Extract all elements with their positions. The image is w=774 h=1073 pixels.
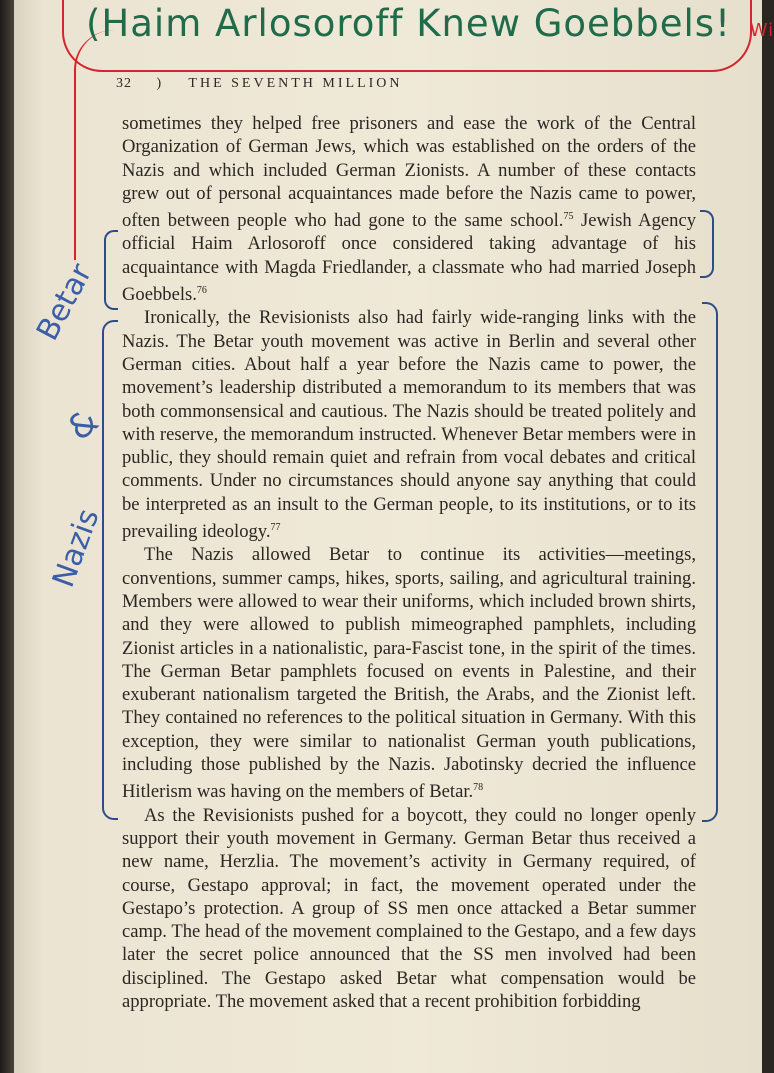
page-number: 32 <box>116 76 132 91</box>
margin-note-nazis: Nazis <box>46 504 107 592</box>
footnote-ref: 78 <box>473 782 484 794</box>
margin-note-ampersand: & <box>60 401 107 449</box>
handwritten-note-end: Wi <box>749 20 774 41</box>
paragraph-1: sometimes they helped free prisoners and ease the work of the Central Organization of German Jews, which was established on the orders of the Nazis and which included German Zionists. A number of these contacts grew out of personal acquaintances made before the Nazis came to power, often between people who had gone to the same school.$^{75}$ Jewish Agency official Haim Arlosoroff once considered taking advantage of his acquaintance with Magda Friedlander, a classmate who had married Joseph Goebbels.$^{76}$ <box>122 113 696 306</box>
handwritten-note-title <box>86 2 774 64</box>
page-body <box>122 112 696 1013</box>
book-title: THE SEVENTH MILLION <box>188 76 403 91</box>
ink-bracket-right-2 <box>702 302 718 822</box>
paragraph-4: As the Revisionists pushed for a boycott, they could no longer openly support their youth movement in Germany. German Betar thus received a new name, Herzlia. The movement’s activity in Germany required, of course, Gestapo approval; in fact, the movement operated under the Gestapo’s protection. A group of SS men once attacked a Betar summer camp. The head of the movement complained to the Gestapo, and a few days later the secret police announced that the SS men involved had been disciplined. The Gestapo asked Betar what compensation would be appropriate. The movement asked that a recent prohibition forbidding <box>122 804 696 1012</box>
red-ink-arrow <box>74 30 116 260</box>
footnote-ref: 77 <box>270 522 281 534</box>
paragraph-2: Ironically, the Revisionists also had fairly wide-ranging links with the Nazis. The Betar youth movement was active in Berlin and several other German cities. About half a year before the Nazis came to power, the movement’s leadership distributed a memorandum to its members that was both commonsensical and cautious. The Nazis should be treated politely and with reserve, the memorandum instructed. Whenever Betar members were in public, they should remain quiet and refrain from vocal debates and critical comments. Under no circumstances should anyone say anything that could be interpreted as an insult to the German people, to its institutions, or to its prevailing ideology.$^{77}$ <box>122 307 696 543</box>
ink-bracket-left-2 <box>102 320 118 820</box>
margin-note-betar: Betar <box>30 258 100 347</box>
ink-bracket-right-1 <box>700 210 714 278</box>
footnote-ref: 76 <box>196 285 207 297</box>
footnote-ref: 75 <box>563 211 574 223</box>
handwritten-note-text: (Haim Arlosoroff Knew Goebbels! <box>86 2 731 45</box>
paragraph-3: The Nazis allowed Betar to continue its activities—meetings, conventions, summer camps, hikes, sports, sailing, and agricultural training. Members were allowed to wear their uniforms, which included brown shirts, and they were allowed to publish mimeographed pamphlets, including Zionist articles in a nationalistic, para-Fascist tone, in the spirit of the times. The German Betar pamphlets focused on events in Palestine, and their exuberant nationalism targeted the British, the Arabs, and the Zionist left. They contained no references to the political situation in Germany. With this exception, they were similar to nationalist German youth publications, including those published by the Nazis. Jabotinsky decried the influence Hitlerism was having on the members of Betar.$^{78}$ <box>122 544 696 803</box>
book-spine-shadow <box>0 0 14 1073</box>
running-head <box>116 76 716 92</box>
ink-bracket-left-1 <box>104 230 118 310</box>
page-number-paren: ) <box>156 76 165 91</box>
